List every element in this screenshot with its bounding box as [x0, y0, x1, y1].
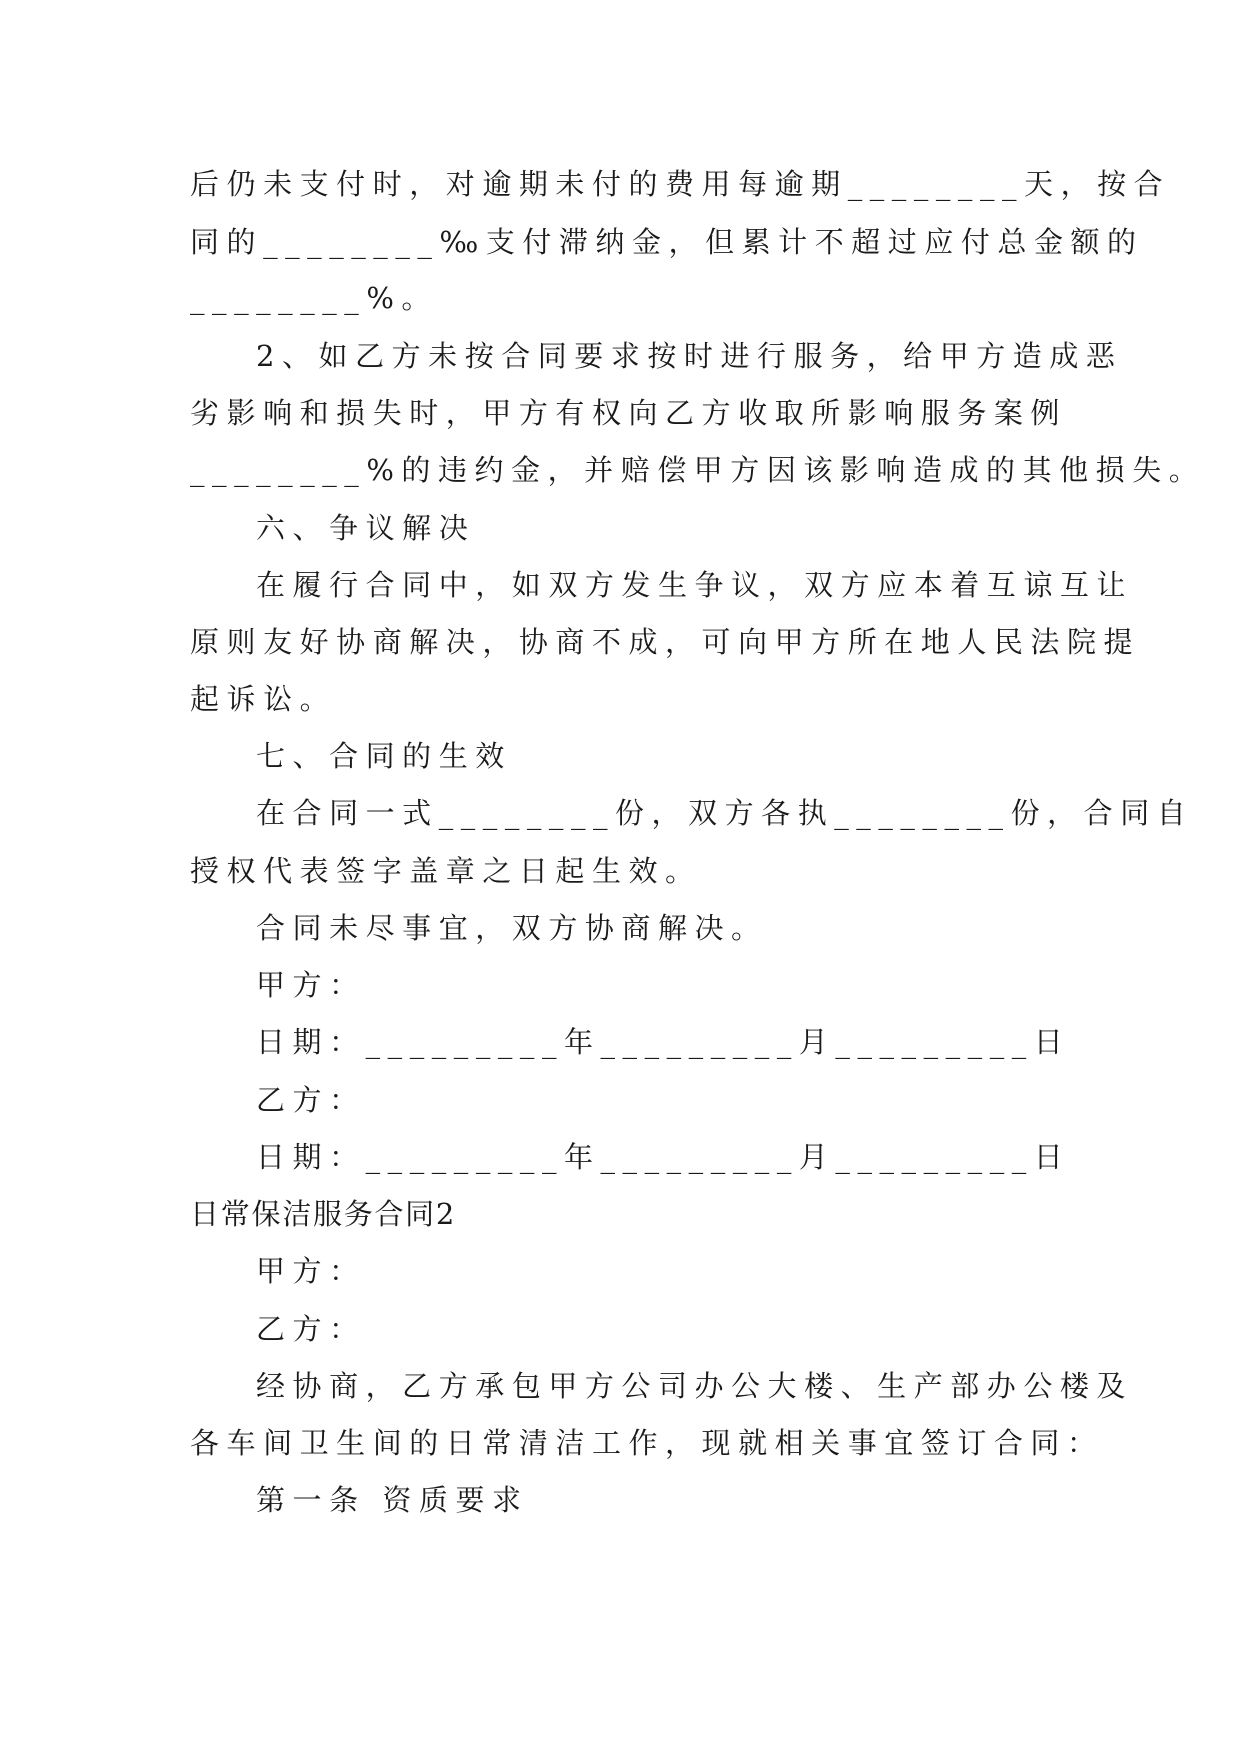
section-heading-effective: 七、合同的生效 [256, 739, 512, 773]
body-text-line: 原则友好协商解决，协商不成，可向甲方所在地人民法院提 [190, 625, 1141, 659]
party-a-label: 甲方： [256, 968, 366, 1002]
clause-item-2: 2、如乙方未按合同要求按时进行服务，给甲方造成恶 [256, 339, 1123, 373]
body-text-line: 起诉讼。 [190, 682, 337, 716]
body-text-line: 在履行合同中，如双方发生争议，双方应本着互谅互让 [256, 568, 1133, 602]
article-heading: 第一条 资质要求 [256, 1483, 529, 1517]
body-text-line: 劣影响和损失时，甲方有权向乙方收取所影响服务案例 [190, 396, 1067, 430]
body-text-line: 同的________‰支付滞纳金，但累计不超过应付总金额的 [190, 225, 1144, 259]
body-text-line: 各车间卫生间的日常清洁工作，现就相关事宜签订合同： [190, 1426, 1104, 1460]
section-heading-dispute: 六、争议解决 [256, 511, 476, 545]
party-b-label: 乙方： [256, 1083, 366, 1117]
body-text-line: 授权代表签字盖章之日起生效。 [190, 854, 702, 888]
party-a-label: 甲方： [256, 1254, 366, 1288]
body-text-line: ________%的违约金，并赔偿甲方因该影响造成的其他损失。 [190, 453, 1206, 487]
body-text-line: 后仍未支付时，对逾期未付的费用每逾期________天，按合 [190, 167, 1171, 201]
contract-title: 日常保洁服务合同2 [190, 1197, 457, 1231]
party-b-label: 乙方： [256, 1312, 366, 1346]
body-text-line: 经协商，乙方承包甲方公司办公大楼、生产部办公楼及 [256, 1369, 1133, 1403]
body-text-line: 在合同一式________份，双方各执________份，合同自 [256, 796, 1194, 830]
body-text-line: 合同未尽事宜，双方协商解决。 [256, 911, 768, 945]
date-field-b: 日期：_________年_________月_________日 [256, 1140, 1071, 1174]
date-field-a: 日期：_________年_________月_________日 [256, 1025, 1071, 1059]
body-text-line: ________%。 [190, 281, 438, 315]
